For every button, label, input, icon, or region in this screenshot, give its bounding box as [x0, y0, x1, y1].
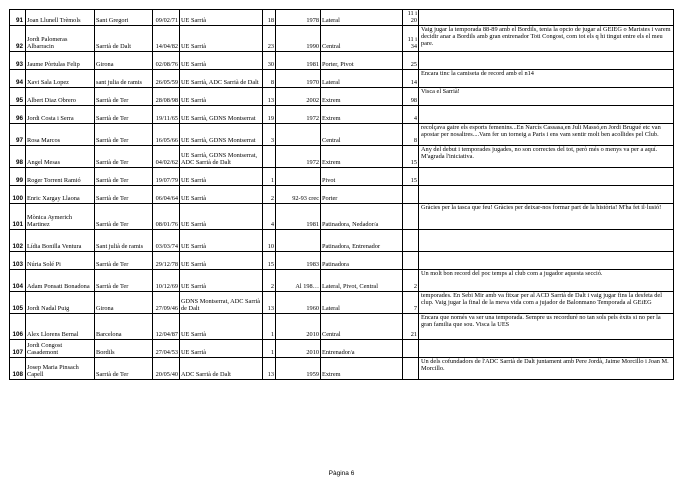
- debut-year-cell: [276, 123, 321, 145]
- club-cell: UE Sarrià: [180, 10, 263, 26]
- row-number-cell: 98: [10, 145, 26, 167]
- club-cell: UE Sarrià: [180, 25, 263, 51]
- shirt-number-cell: [403, 357, 419, 379]
- birth-date-cell: 02/08/76: [153, 51, 180, 69]
- town-cell: Sarrià de Ter: [95, 185, 153, 203]
- table-row: [10, 229, 674, 251]
- seasons-cell: 19: [263, 105, 276, 123]
- table-row: [10, 123, 674, 145]
- row-number-cell: 107: [10, 339, 26, 357]
- table-row: [10, 291, 674, 313]
- shirt-number-cell: [403, 251, 419, 269]
- comment-cell: Un molt bon record del poc temps al club com a jugador aquesta secció.: [419, 269, 674, 291]
- seasons-cell: 2: [263, 269, 276, 291]
- table-row: [10, 203, 674, 229]
- seasons-cell: 1: [263, 167, 276, 185]
- row-number-cell: 95: [10, 87, 26, 105]
- shirt-number-cell: 25: [403, 51, 419, 69]
- shirt-number-cell: [403, 339, 419, 357]
- comment-cell: [419, 10, 674, 26]
- birth-date-cell: 20/05/40: [153, 357, 180, 379]
- town-cell: Sarrià de Ter: [95, 269, 153, 291]
- town-cell: Bordils: [95, 339, 153, 357]
- debut-year-cell: 1959: [276, 357, 321, 379]
- position-cell: Extrem: [321, 87, 403, 105]
- member-name-cell: Enric Xargay Llaona: [26, 185, 95, 203]
- debut-year-cell: 1978: [276, 10, 321, 26]
- seasons-cell: 30: [263, 51, 276, 69]
- birth-date-cell: 19/11/65: [153, 105, 180, 123]
- shirt-number-cell: 4: [403, 105, 419, 123]
- town-cell: Sarrià de Ter: [95, 87, 153, 105]
- row-number-cell: 100: [10, 185, 26, 203]
- comment-cell: [419, 229, 674, 251]
- table-row: [10, 69, 674, 87]
- seasons-cell: 23: [263, 25, 276, 51]
- town-cell: Sarrià de Dalt: [95, 25, 153, 51]
- comment-cell: Un dels cofundadors de l'ADC Sarrià de Dalt juntament amb Pere Jordà, Jaime Morcillo i Joan M. Morcillo.: [419, 357, 674, 379]
- seasons-cell: 8: [263, 69, 276, 87]
- table-row: [10, 87, 674, 105]
- row-number-cell: 103: [10, 251, 26, 269]
- row-number-cell: 104: [10, 269, 26, 291]
- seasons-cell: 3: [263, 123, 276, 145]
- row-number-cell: 91: [10, 10, 26, 26]
- row-number-cell: 106: [10, 313, 26, 339]
- seasons-cell: 4: [263, 203, 276, 229]
- shirt-number-cell: 15: [403, 145, 419, 167]
- birth-date-cell: 06/04/64: [153, 185, 180, 203]
- member-name-cell: Joan Llunell Trèmols: [26, 10, 95, 26]
- position-cell: Extrem: [321, 105, 403, 123]
- club-cell: UE Sarrià: [180, 167, 263, 185]
- debut-year-cell: 1972: [276, 105, 321, 123]
- debut-year-cell: 2010: [276, 339, 321, 357]
- debut-year-cell: 2002: [276, 87, 321, 105]
- row-number-cell: 96: [10, 105, 26, 123]
- comment-cell: recolçava gaire els esports femenins...En Narcís Cassasa,en Juli Massó,en Jordi Brugué etc van apostar per nosaltres....Vam fer un torneig a Paris i ens vam sentir molt ben acollides pel Club.: [419, 123, 674, 145]
- table-row: [10, 167, 674, 185]
- town-cell: Barcelona: [95, 313, 153, 339]
- club-cell: UE Sarrià, GDNS Montserrat, ADC Sarrià de Dalt: [180, 145, 263, 167]
- table-row: [10, 25, 674, 51]
- comment-cell: [419, 339, 674, 357]
- position-cell: Patinadora: [321, 251, 403, 269]
- member-name-cell: Rosa Marcos: [26, 123, 95, 145]
- club-cell: UE Sarrià: [180, 51, 263, 69]
- position-cell: Porter, Pivot: [321, 51, 403, 69]
- position-cell: Lateral: [321, 10, 403, 26]
- member-name-cell: Mònica Aymerich Martinez: [26, 203, 95, 229]
- club-cell: UE Sarrià: [180, 251, 263, 269]
- seasons-cell: 13: [263, 291, 276, 313]
- comment-cell: temporades. En Sebi Mir amb va fitxar per al ACD Sarrià de Dalt i vaig jugar fins la desfeta del clup. Vaig jugar la final de la meva vida com a jujador de Balonmano Temporada al GEiEG: [419, 291, 674, 313]
- shirt-number-cell: 11 i 20: [403, 10, 419, 26]
- birth-date-cell: 12/04/87: [153, 313, 180, 339]
- row-number-cell: 102: [10, 229, 26, 251]
- birth-date-cell: 08/01/76: [153, 203, 180, 229]
- shirt-number-cell: 14: [403, 69, 419, 87]
- town-cell: Sarrià de Ter: [95, 123, 153, 145]
- town-cell: Sarrià de Ter: [95, 167, 153, 185]
- birth-date-cell: 09/02/71: [153, 10, 180, 26]
- town-cell: Sarrià de Ter: [95, 251, 153, 269]
- debut-year-cell: 2010: [276, 313, 321, 339]
- shirt-number-cell: 98: [403, 87, 419, 105]
- row-number-cell: 108: [10, 357, 26, 379]
- table-row: [10, 145, 674, 167]
- member-name-cell: Xavi Sala Lopez: [26, 69, 95, 87]
- debut-year-cell: 1972: [276, 145, 321, 167]
- seasons-cell: 18: [263, 10, 276, 26]
- town-cell: sant julia de ramis: [95, 69, 153, 87]
- row-number-cell: 99: [10, 167, 26, 185]
- position-cell: Central: [321, 25, 403, 51]
- members-table: [9, 9, 674, 380]
- club-cell: UE Sarrià: [180, 87, 263, 105]
- position-cell: Patinadora, Entrenador: [321, 229, 403, 251]
- debut-year-cell: 1981: [276, 51, 321, 69]
- shirt-number-cell: 8: [403, 123, 419, 145]
- member-name-cell: Jaume Pòrtulas Felip: [26, 51, 95, 69]
- birth-date-cell: 27/09/46: [153, 291, 180, 313]
- comment-cell: Vaig jugar la temporada 88-89 amb el Bordils, tenia la opcio de jugar al GEIEG o Maristes i varem decidir anar a Bordils amb gran entrenador Toti Congost, com tot els q hi tingut entre els el meu pare.: [419, 25, 674, 51]
- row-number-cell: 97: [10, 123, 26, 145]
- member-name-cell: Lídia Bonilla Ventura: [26, 229, 95, 251]
- debut-year-cell: 1970: [276, 69, 321, 87]
- position-cell: Extrem: [321, 357, 403, 379]
- position-cell: Porter: [321, 185, 403, 203]
- member-name-cell: Jordi Nadal Puig: [26, 291, 95, 313]
- table-row: [10, 51, 674, 69]
- row-number-cell: 93: [10, 51, 26, 69]
- town-cell: Sarrià de Ter: [95, 145, 153, 167]
- member-name-cell: Jordi Congost Casademont: [26, 339, 95, 357]
- club-cell: UE Sarrià: [180, 313, 263, 339]
- comment-cell: Gràcies per la tasca que feu! Gràcies per deixar-nos formar part de la història! M'ha fet il·lusió!: [419, 203, 674, 229]
- position-cell: Central: [321, 313, 403, 339]
- table-row: [10, 10, 674, 26]
- comment-cell: Visca el Sarrià!: [419, 87, 674, 105]
- town-cell: Sarrià de Ter: [95, 203, 153, 229]
- member-name-cell: Alex Llorens Bernal: [26, 313, 95, 339]
- comment-cell: [419, 185, 674, 203]
- table-row: [10, 269, 674, 291]
- seasons-cell: 15: [263, 251, 276, 269]
- seasons-cell: [263, 145, 276, 167]
- club-cell: UE Sarrià: [180, 229, 263, 251]
- birth-date-cell: 27/04/53: [153, 339, 180, 357]
- member-name-cell: Josep Maria Pinsach Capell: [26, 357, 95, 379]
- position-cell: Lateral: [321, 291, 403, 313]
- seasons-cell: 10: [263, 229, 276, 251]
- debut-year-cell: 1990: [276, 25, 321, 51]
- birth-date-cell: 14/04/82: [153, 25, 180, 51]
- position-cell: Pivot: [321, 167, 403, 185]
- position-cell: Patinadora, Nedador/a: [321, 203, 403, 229]
- comment-cell: Any del debut i temporades jugades, no son correctes del tot, però més o menys va per a aquí. M'agrada l'iniciativa.: [419, 145, 674, 167]
- debut-year-cell: [276, 167, 321, 185]
- table-row: [10, 339, 674, 357]
- town-cell: Sarrià de Ter: [95, 105, 153, 123]
- comment-cell: [419, 251, 674, 269]
- club-cell: ADC Sarrià de Dalt: [180, 357, 263, 379]
- shirt-number-cell: 7: [403, 291, 419, 313]
- birth-date-cell: 16/05/66: [153, 123, 180, 145]
- debut-year-cell: 1981: [276, 203, 321, 229]
- position-cell: Lateral: [321, 69, 403, 87]
- shirt-number-cell: [403, 185, 419, 203]
- member-name-cell: Roger Torrent Ramió: [26, 167, 95, 185]
- club-cell: UE Sarrià: [180, 269, 263, 291]
- position-cell: Central: [321, 123, 403, 145]
- table-row: [10, 251, 674, 269]
- club-cell: GDNS Montserrat, ADC Sarrià de Dalt: [180, 291, 263, 313]
- comment-cell: [419, 51, 674, 69]
- position-cell: Entrenador/a: [321, 339, 403, 357]
- member-name-cell: Angel Mesas: [26, 145, 95, 167]
- row-number-cell: 92: [10, 25, 26, 51]
- birth-date-cell: 26/05/59: [153, 69, 180, 87]
- comment-cell: Encara que només va ser una temporada. Sempre us recorduré no tan sols pels èxits si no per la gran familia que sou. Visca la UES: [419, 313, 674, 339]
- comment-cell: [419, 105, 674, 123]
- table-row: [10, 105, 674, 123]
- club-cell: UE Sarrià, GDNS Montserrat: [180, 105, 263, 123]
- comment-cell: Encara tinc la camiseta de record amb el n14: [419, 69, 674, 87]
- member-name-cell: Núria Solé Pi: [26, 251, 95, 269]
- seasons-cell: 2: [263, 185, 276, 203]
- position-cell: Extrem: [321, 145, 403, 167]
- seasons-cell: 1: [263, 339, 276, 357]
- shirt-number-cell: 21: [403, 313, 419, 339]
- town-cell: Sant julià de ramis: [95, 229, 153, 251]
- club-cell: UE Sarrià, GDNS Montserrat: [180, 123, 263, 145]
- birth-date-cell: 28/08/98: [153, 87, 180, 105]
- comment-cell: [419, 167, 674, 185]
- member-name-cell: Adam Ponsati Bonadona: [26, 269, 95, 291]
- page-number: Pàgina 6: [328, 470, 355, 477]
- debut-year-cell: Al 198…: [276, 269, 321, 291]
- birth-date-cell: 03/03/74: [153, 229, 180, 251]
- position-cell: Lateral, Pivot, Central: [321, 269, 403, 291]
- member-name-cell: Jordi Costa i Serra: [26, 105, 95, 123]
- seasons-cell: 13: [263, 357, 276, 379]
- seasons-cell: 13: [263, 87, 276, 105]
- shirt-number-cell: [403, 229, 419, 251]
- debut-year-cell: 1960: [276, 291, 321, 313]
- birth-date-cell: 29/12/78: [153, 251, 180, 269]
- debut-year-cell: [276, 229, 321, 251]
- spreadsheet-page: [9, 9, 674, 380]
- club-cell: UE Sarrià: [180, 339, 263, 357]
- table-row: [10, 357, 674, 379]
- town-cell: Girona: [95, 51, 153, 69]
- table-row: [10, 313, 674, 339]
- birth-date-cell: 04/02/62: [153, 145, 180, 167]
- row-number-cell: 105: [10, 291, 26, 313]
- town-cell: Girona: [95, 291, 153, 313]
- row-number-cell: 101: [10, 203, 26, 229]
- seasons-cell: 1: [263, 313, 276, 339]
- birth-date-cell: 10/12/69: [153, 269, 180, 291]
- shirt-number-cell: [403, 203, 419, 229]
- club-cell: UE Sarrià: [180, 203, 263, 229]
- table-row: [10, 185, 674, 203]
- debut-year-cell: 92-93 crec: [276, 185, 321, 203]
- town-cell: Sant Gregori: [95, 10, 153, 26]
- birth-date-cell: 19/07/79: [153, 167, 180, 185]
- town-cell: Sarrià de Ter: [95, 357, 153, 379]
- shirt-number-cell: 15: [403, 167, 419, 185]
- member-name-cell: Jordi Palomeras Albarracin: [26, 25, 95, 51]
- shirt-number-cell: 2: [403, 269, 419, 291]
- debut-year-cell: 1983: [276, 251, 321, 269]
- club-cell: UE Sarrià: [180, 185, 263, 203]
- club-cell: UE Sarrià, ADC Sarrià de Dalt: [180, 69, 263, 87]
- member-name-cell: Albert Diaz Obrero: [26, 87, 95, 105]
- shirt-number-cell: 11 i 34: [403, 25, 419, 51]
- row-number-cell: 94: [10, 69, 26, 87]
